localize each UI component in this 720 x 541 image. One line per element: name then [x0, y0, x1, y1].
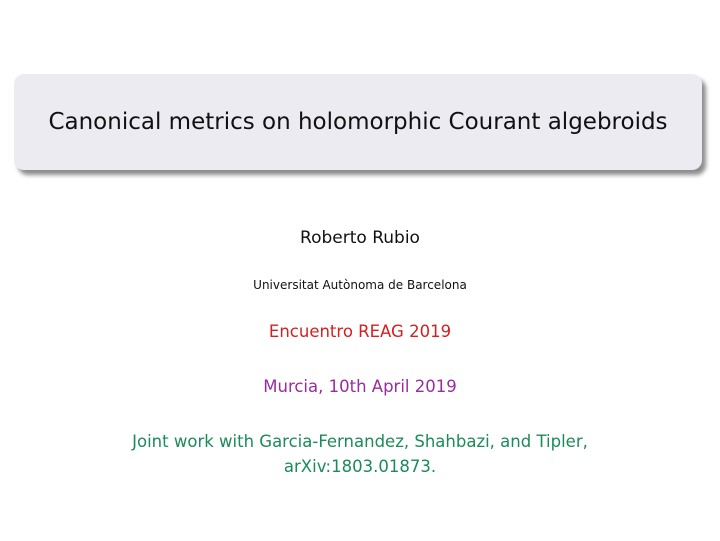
event-date-location: Murcia, 10th April 2019: [263, 377, 457, 396]
joint-work-line-2: arXiv:1803.01873.: [283, 457, 437, 476]
author-institute: Universitat Autònoma de Barcelona: [253, 278, 467, 292]
event-name: Encuentro REAG 2019: [268, 322, 452, 341]
slide-title: Canonical metrics on holomorphic Courant algebroids: [48, 109, 668, 135]
author-name: Roberto Rubio: [300, 228, 420, 248]
joint-work-line-1: Joint work with Garcia-Fernandez, Shahbazi, and Tipler,: [132, 432, 588, 451]
title-box: [14, 74, 702, 170]
